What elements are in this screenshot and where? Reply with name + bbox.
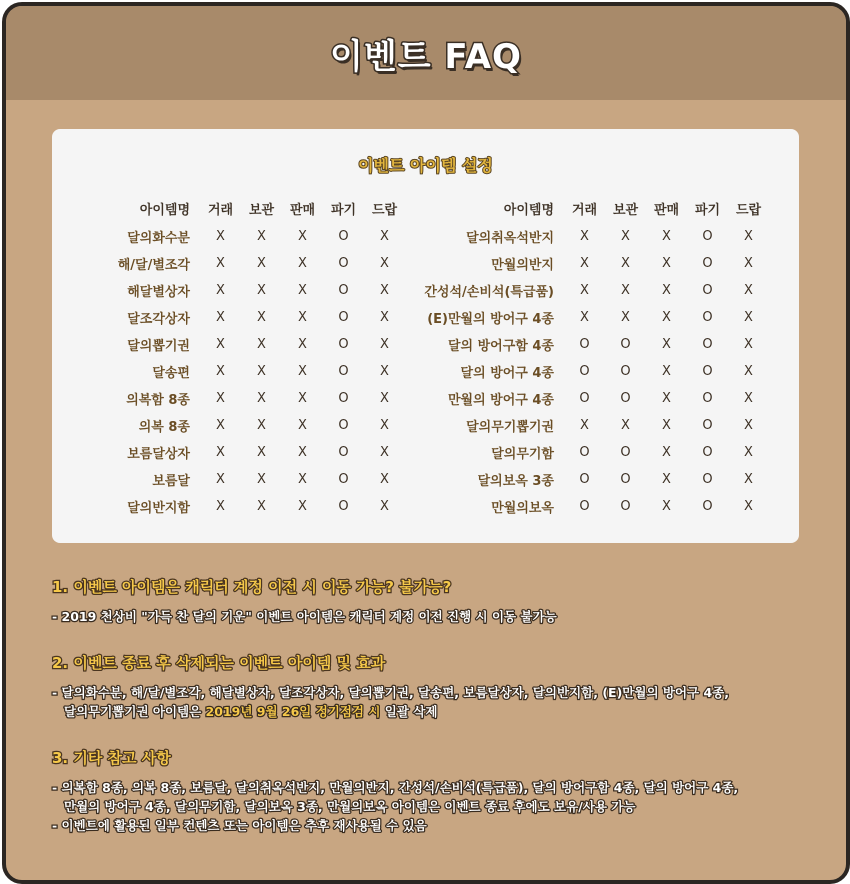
permission-mark: X	[257, 283, 266, 298]
item-name: 달송편	[152, 366, 190, 381]
permission-mark: X	[298, 418, 307, 433]
permission-mark: O	[579, 391, 590, 406]
permission-mark: O	[702, 418, 713, 433]
table-row	[420, 331, 769, 358]
permission-mark: X	[257, 472, 266, 487]
permission-mark: O	[702, 472, 713, 487]
faq-answer: - 2019 천상비 "가득 찬 달의 기운" 이벤트 아이템은 캐릭터 계정 이전 진행 시 이동 불가능	[52, 609, 557, 624]
permission-mark: O	[338, 391, 349, 406]
permission-mark: X	[621, 256, 630, 271]
permission-mark: O	[579, 364, 590, 379]
permission-mark: X	[216, 256, 225, 271]
permission-mark: X	[662, 310, 671, 325]
permission-mark: O	[702, 283, 713, 298]
item-name: 달의반지함	[127, 501, 190, 516]
permission-mark: X	[380, 472, 389, 487]
permission-mark: O	[702, 391, 713, 406]
permission-mark: O	[338, 229, 349, 244]
item-name: 달의 방어구 4종	[460, 366, 554, 381]
permission-mark: O	[702, 337, 713, 352]
permission-mark: O	[702, 364, 713, 379]
permission-mark: X	[257, 364, 266, 379]
table-row	[420, 304, 769, 331]
permission-mark: X	[298, 472, 307, 487]
table-row	[420, 250, 769, 277]
column-header: 드랍	[735, 202, 762, 218]
table-row	[72, 277, 405, 304]
column-header: 보관	[248, 202, 275, 218]
permission-mark: X	[298, 283, 307, 298]
permission-mark: X	[257, 337, 266, 352]
table-row	[420, 223, 769, 250]
permission-mark: O	[338, 445, 349, 460]
permission-mark: X	[298, 364, 307, 379]
column-header: 드랍	[371, 202, 398, 218]
faq-answer-text: 일괄 삭제	[380, 704, 438, 719]
permission-mark: X	[216, 337, 225, 352]
item-name: 달의무기뽑기권	[466, 420, 554, 435]
item-name: 보름달상자	[127, 447, 190, 462]
permission-mark: X	[621, 418, 630, 433]
item-name: 만월의 방어구 4종	[447, 393, 554, 408]
item-name: 달의취옥석반지	[466, 231, 554, 246]
permission-mark: X	[216, 364, 225, 379]
permission-mark: X	[662, 256, 671, 271]
table-row	[420, 385, 769, 412]
permission-mark: X	[380, 364, 389, 379]
header	[6, 6, 846, 100]
permission-mark: O	[702, 229, 713, 244]
faq-section-2	[52, 652, 812, 721]
item-name: (E)만월의 방어구 4종	[427, 312, 554, 327]
permission-mark: O	[338, 337, 349, 352]
column-header: 거래	[207, 202, 234, 218]
permission-mark: X	[580, 310, 589, 325]
permission-mark: X	[298, 229, 307, 244]
permission-mark: X	[744, 229, 753, 244]
permission-mark: X	[744, 310, 753, 325]
permission-mark: X	[580, 229, 589, 244]
permission-mark: X	[744, 499, 753, 514]
faq-answer	[52, 683, 812, 721]
page-title: 이벤트 FAQ	[330, 36, 522, 77]
permission-mark: X	[257, 229, 266, 244]
permission-mark: O	[620, 391, 631, 406]
item-name: 해/달/별조각	[117, 258, 190, 273]
permission-mark: X	[380, 229, 389, 244]
item-name: 달의무기함	[491, 447, 554, 462]
table-row	[72, 385, 405, 412]
permission-mark: X	[662, 445, 671, 460]
permission-mark: X	[298, 391, 307, 406]
permission-mark: O	[338, 472, 349, 487]
permission-mark: O	[338, 283, 349, 298]
permission-mark: X	[580, 418, 589, 433]
permission-mark: X	[662, 364, 671, 379]
item-name: 만월의반지	[491, 258, 554, 273]
table-header-row	[420, 193, 769, 223]
permission-mark: O	[338, 256, 349, 271]
permission-mark: X	[298, 310, 307, 325]
item-name: 달의보옥 3종	[477, 474, 554, 489]
permission-mark: O	[620, 445, 631, 460]
permission-mark: X	[298, 256, 307, 271]
permission-mark: X	[662, 499, 671, 514]
column-header: 아이템명	[503, 202, 554, 218]
table-row	[72, 493, 405, 520]
column-header: 판매	[289, 202, 316, 218]
faq-answer: - 이벤트에 활용된 일부 컨텐츠 또는 아이템은 추후 재사용될 수 있음	[52, 818, 427, 833]
table-row	[72, 331, 405, 358]
table-row	[72, 358, 405, 385]
permission-mark: X	[298, 499, 307, 514]
table-row	[420, 493, 769, 520]
permission-mark: O	[620, 364, 631, 379]
item-settings-panel	[52, 129, 799, 543]
item-name: 해달별상자	[127, 285, 190, 300]
faq-section-1	[52, 576, 812, 626]
permission-mark: O	[702, 256, 713, 271]
permission-mark: X	[744, 391, 753, 406]
permission-mark: X	[216, 310, 225, 325]
permission-mark: X	[380, 499, 389, 514]
faq-heading: 3. 기타 참고 사항	[52, 749, 171, 767]
faq-section-3	[52, 747, 742, 835]
table-row	[72, 250, 405, 277]
permission-mark: O	[702, 445, 713, 460]
table-row	[72, 412, 405, 439]
faq-answer: - 의복함 8종, 의복 8종, 보름달, 달의취옥석반지, 만월의반지, 간성석/손비석(특급품), 달의 방어구함 4종, 달의 방어구 4종, 만월의 방어구 4종, 달의무기함, 달의보옥 3종, 만월의보옥 아이템은 이벤트 종료 후에도 보유/사용 가능	[52, 780, 739, 814]
table-row	[420, 358, 769, 385]
permission-mark: X	[621, 283, 630, 298]
permission-mark: X	[662, 418, 671, 433]
permission-mark: X	[216, 391, 225, 406]
permission-mark: X	[380, 418, 389, 433]
permission-mark: X	[216, 229, 225, 244]
permission-mark: X	[380, 283, 389, 298]
panel-title: 이벤트 아이템 설정	[358, 156, 493, 175]
permission-mark: X	[662, 337, 671, 352]
faq-frame	[2, 2, 850, 884]
table-row	[420, 466, 769, 493]
faq-heading: 1. 이벤트 아이템은 캐릭터 계정 이전 시 이동 가능? 불가능?	[52, 578, 452, 596]
permission-mark: X	[662, 283, 671, 298]
item-name: 달조각상자	[127, 312, 190, 327]
table-row	[420, 439, 769, 466]
permission-mark: X	[380, 310, 389, 325]
item-name: 만월의보옥	[491, 501, 554, 516]
permission-mark: X	[621, 310, 630, 325]
faq-answer-text: - 달의화수분, 해/달/별조각, 해달별상자, 달조각상자, 달의뽑기권, 달송편, 보름달상자, 달의반지함, (E)만월의 방어구 4종,	[52, 685, 729, 700]
column-header: 파기	[330, 202, 357, 218]
permission-mark: O	[338, 418, 349, 433]
table-row	[72, 223, 405, 250]
permission-mark: X	[380, 391, 389, 406]
faq-heading: 2. 이벤트 종료 후 삭제되는 이벤트 아이템 및 효과	[52, 654, 386, 672]
permission-mark: X	[257, 310, 266, 325]
permission-mark: X	[257, 256, 266, 271]
item-name: 달의뽑기권	[127, 339, 190, 354]
table-row	[72, 304, 405, 331]
permission-mark: X	[298, 337, 307, 352]
permission-mark: O	[338, 499, 349, 514]
permission-mark: X	[744, 283, 753, 298]
permission-mark: O	[620, 499, 631, 514]
permission-mark: X	[298, 445, 307, 460]
permission-mark: X	[580, 283, 589, 298]
item-name: 달의화수분	[127, 231, 190, 246]
table-row	[420, 412, 769, 439]
permission-mark: X	[216, 445, 225, 460]
permission-mark: O	[620, 337, 631, 352]
permission-mark: X	[580, 256, 589, 271]
item-table-left	[72, 193, 405, 520]
permission-mark: X	[216, 418, 225, 433]
table-row	[72, 439, 405, 466]
permission-mark: X	[662, 472, 671, 487]
permission-mark: X	[257, 445, 266, 460]
permission-mark: O	[579, 472, 590, 487]
permission-mark: O	[579, 445, 590, 460]
permission-mark: O	[338, 310, 349, 325]
permission-mark: O	[702, 499, 713, 514]
permission-mark: X	[662, 229, 671, 244]
column-header: 보관	[612, 202, 639, 218]
permission-mark: X	[744, 418, 753, 433]
permission-mark: O	[579, 499, 590, 514]
table-row	[72, 466, 405, 493]
item-name: 간성석/손비석(특급품)	[424, 285, 554, 300]
column-header: 거래	[571, 202, 598, 218]
permission-mark: X	[744, 364, 753, 379]
table-header-row	[72, 193, 405, 223]
permission-mark: X	[621, 229, 630, 244]
permission-mark: X	[257, 391, 266, 406]
item-table-right	[420, 193, 769, 520]
column-header: 아이템명	[139, 202, 190, 218]
column-header: 파기	[694, 202, 721, 218]
permission-mark: X	[744, 256, 753, 271]
permission-mark: X	[216, 283, 225, 298]
permission-mark: X	[380, 337, 389, 352]
permission-mark: X	[662, 391, 671, 406]
permission-mark: X	[257, 499, 266, 514]
permission-mark: O	[620, 472, 631, 487]
permission-mark: X	[380, 256, 389, 271]
permission-mark: X	[744, 445, 753, 460]
faq-answer-text: 달의무기뽑기권 아이템은	[64, 704, 206, 719]
permission-mark: O	[702, 310, 713, 325]
permission-mark: X	[380, 445, 389, 460]
item-name: 달의 방어구함 4종	[447, 339, 554, 354]
item-name: 의복 8종	[138, 420, 190, 435]
permission-mark: X	[744, 472, 753, 487]
permission-mark: X	[216, 499, 225, 514]
permission-mark: O	[579, 337, 590, 352]
highlight-date: 2019년 9월 26일 정기점검 시	[205, 704, 381, 719]
permission-mark: O	[338, 364, 349, 379]
column-header: 판매	[653, 202, 680, 218]
permission-mark: X	[216, 472, 225, 487]
permission-mark: X	[257, 418, 266, 433]
item-name: 보름달	[152, 474, 190, 489]
table-row	[420, 277, 769, 304]
item-name: 의복함 8종	[126, 393, 190, 408]
permission-mark: X	[744, 337, 753, 352]
